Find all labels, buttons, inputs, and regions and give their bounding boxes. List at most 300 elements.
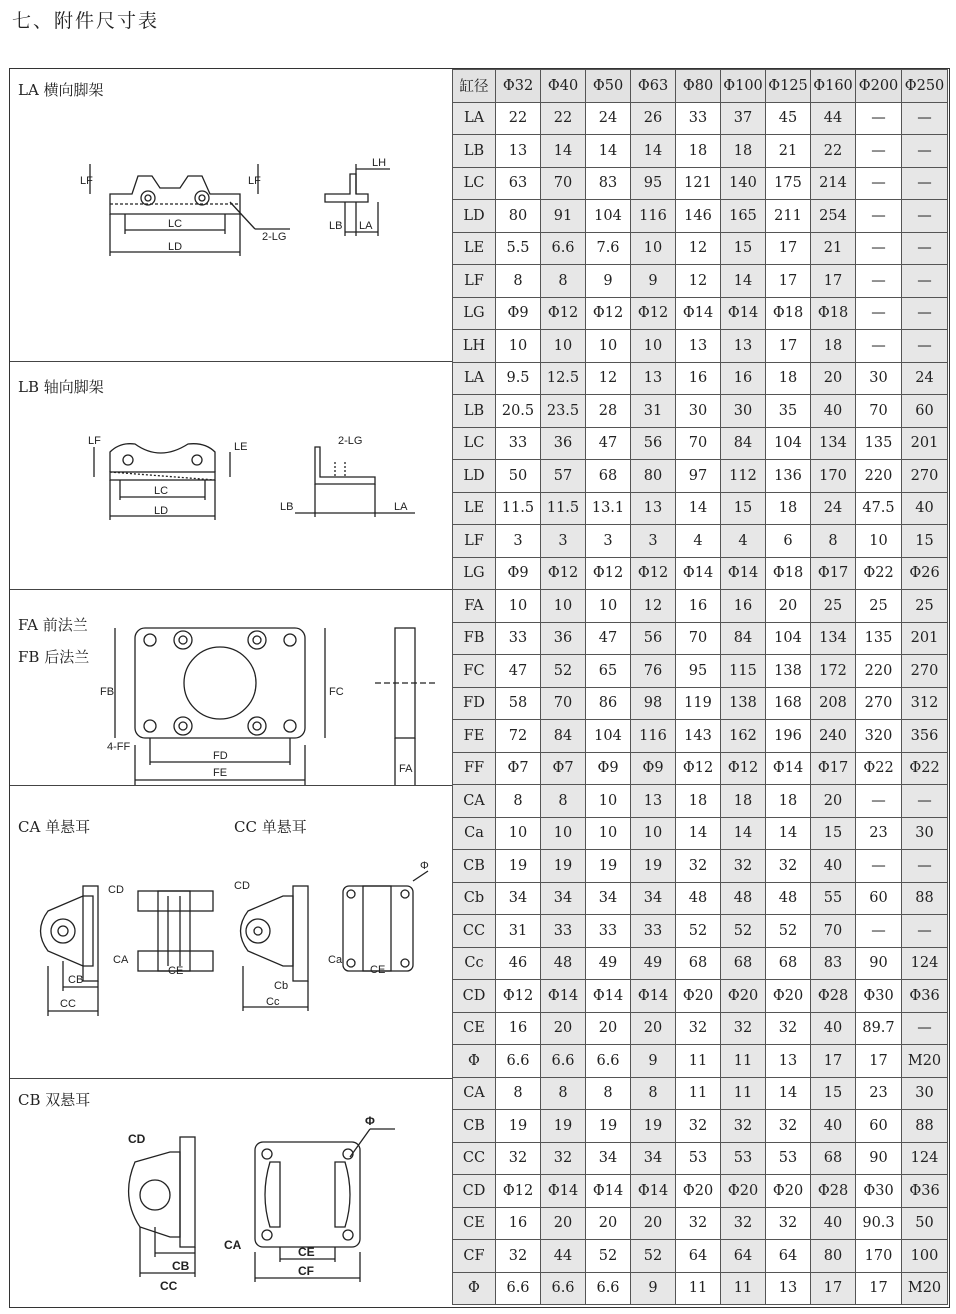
dim-label: Cb (274, 980, 289, 992)
section-lb-foot (10, 362, 452, 590)
value-cell: 88 (902, 882, 948, 915)
value-cell: 19 (586, 1110, 631, 1143)
value-cell: 84 (541, 720, 586, 753)
value-cell: 32 (676, 1012, 721, 1045)
value-cell: Φ12 (541, 557, 586, 590)
value-cell: 48 (721, 882, 766, 915)
value-cell: 37 (721, 102, 766, 135)
value-cell: 18 (766, 492, 811, 525)
value-cell: 13.1 (586, 492, 631, 525)
value-cell: 4 (721, 525, 766, 558)
value-cell: 10 (586, 330, 631, 363)
value-cell: 88 (902, 1110, 948, 1143)
value-cell: 20 (586, 1012, 631, 1045)
value-cell: Φ18 (811, 297, 856, 330)
dimension-table (452, 69, 948, 1305)
value-cell: 170 (856, 1240, 902, 1273)
value-cell: — (902, 102, 948, 135)
value-cell: 6.6 (541, 232, 586, 265)
value-cell: 22 (541, 102, 586, 135)
value-cell: Φ14 (541, 980, 586, 1013)
value-cell: 68 (676, 947, 721, 980)
table-row (453, 427, 948, 460)
dim-label: Ca (328, 954, 343, 966)
bore-size-cell: Φ250 (902, 70, 948, 103)
value-cell: 56 (631, 622, 676, 655)
value-cell: 20 (631, 1207, 676, 1240)
table-row (453, 167, 948, 200)
value-cell: 15 (721, 492, 766, 525)
value-cell: 3 (631, 525, 676, 558)
value-cell: 33 (541, 915, 586, 948)
value-cell: 13 (631, 362, 676, 395)
double-clevis-diagram (110, 1114, 440, 1297)
table-row (453, 330, 948, 363)
dim-label: LA (359, 220, 373, 232)
value-cell: 44 (811, 102, 856, 135)
value-cell: Φ36 (902, 980, 948, 1013)
value-cell: 32 (766, 1012, 811, 1045)
value-cell: 8 (541, 265, 586, 298)
value-cell: 19 (496, 850, 541, 883)
value-cell: 36 (541, 622, 586, 655)
section-la-foot (10, 69, 452, 362)
table-row (453, 1240, 948, 1273)
value-cell: 312 (902, 687, 948, 720)
table-row (453, 752, 948, 785)
value-cell: — (902, 200, 948, 233)
table-row (453, 1207, 948, 1240)
value-cell: 35 (766, 395, 811, 428)
value-cell: 9 (586, 265, 631, 298)
bore-size-cell: Φ160 (811, 70, 856, 103)
table-row (453, 655, 948, 688)
value-cell: 53 (676, 1142, 721, 1175)
value-cell: 10 (541, 330, 586, 363)
value-cell: 6.6 (496, 1272, 541, 1305)
value-cell: 90 (856, 1142, 902, 1175)
value-cell: 20 (586, 1207, 631, 1240)
dimension-table-frame (9, 68, 950, 1308)
table-header-row (453, 70, 948, 103)
value-cell: 17 (766, 265, 811, 298)
value-cell: 356 (902, 720, 948, 753)
value-cell: 52 (676, 915, 721, 948)
value-cell: 134 (811, 427, 856, 460)
value-cell: 10 (496, 330, 541, 363)
value-cell: 104 (586, 720, 631, 753)
value-cell: 10 (856, 525, 902, 558)
value-cell: 12 (631, 590, 676, 623)
value-cell: 16 (721, 590, 766, 623)
value-cell: 8 (541, 1077, 586, 1110)
value-cell: 70 (541, 687, 586, 720)
value-cell: 32 (721, 1207, 766, 1240)
value-cell: Φ18 (766, 557, 811, 590)
value-cell: 58 (496, 687, 541, 720)
value-cell: 8 (631, 1077, 676, 1110)
value-cell: Φ22 (856, 752, 902, 785)
value-cell: 70 (676, 427, 721, 460)
value-cell: 83 (811, 947, 856, 980)
value-cell: 40 (811, 850, 856, 883)
value-cell: 44 (541, 1240, 586, 1273)
value-cell: Φ28 (811, 1175, 856, 1208)
value-cell: 208 (811, 687, 856, 720)
value-cell: 83 (586, 167, 631, 200)
value-cell: 104 (766, 622, 811, 655)
param-cell: LA (453, 102, 496, 135)
param-cell: LC (453, 427, 496, 460)
value-cell: 95 (676, 655, 721, 688)
value-cell: 48 (676, 882, 721, 915)
bore-size-cell: Φ125 (766, 70, 811, 103)
value-cell: 47 (496, 655, 541, 688)
value-cell: 95 (631, 167, 676, 200)
value-cell: 15 (811, 817, 856, 850)
value-cell: 55 (811, 882, 856, 915)
param-cell: LF (453, 265, 496, 298)
value-cell: 32 (496, 1240, 541, 1273)
value-cell: 6 (766, 525, 811, 558)
value-cell: 140 (721, 167, 766, 200)
value-cell: 63 (496, 167, 541, 200)
dim-label: CD (234, 880, 250, 892)
value-cell: 23 (856, 1077, 902, 1110)
value-cell: Φ26 (902, 557, 948, 590)
value-cell: 6.6 (541, 1272, 586, 1305)
value-cell: 11 (721, 1272, 766, 1305)
table-row (453, 297, 948, 330)
value-cell: 50 (496, 460, 541, 493)
value-cell: Φ36 (902, 1175, 948, 1208)
value-cell: 220 (856, 460, 902, 493)
section-label: CB 双悬耳 (18, 1091, 91, 1109)
header-label-cell: 缸径 (453, 70, 496, 103)
value-cell: 20.5 (496, 395, 541, 428)
value-cell: 89.7 (856, 1012, 902, 1045)
bore-size-cell: Φ80 (676, 70, 721, 103)
value-cell: — (856, 265, 902, 298)
value-cell: 124 (902, 1142, 948, 1175)
value-cell: 214 (811, 167, 856, 200)
value-cell: Φ20 (721, 1175, 766, 1208)
value-cell: 119 (676, 687, 721, 720)
table-row (453, 492, 948, 525)
dim-label: CA (113, 954, 129, 966)
value-cell: 28 (586, 395, 631, 428)
table-row (453, 817, 948, 850)
dim-label: LF (88, 435, 101, 447)
value-cell: 21 (811, 232, 856, 265)
table-row (453, 947, 948, 980)
value-cell: 165 (721, 200, 766, 233)
value-cell: — (902, 167, 948, 200)
value-cell: Φ20 (766, 980, 811, 1013)
value-cell: 34 (631, 882, 676, 915)
table-row (453, 232, 948, 265)
section-fa-flange (10, 590, 452, 786)
dim-label: FA (399, 763, 413, 775)
value-cell: 52 (766, 915, 811, 948)
bore-size-cell: Φ63 (631, 70, 676, 103)
value-cell: 22 (811, 135, 856, 168)
value-cell: 60 (856, 1110, 902, 1143)
param-cell: CA (453, 785, 496, 818)
value-cell: 20 (811, 362, 856, 395)
value-cell: 17 (766, 330, 811, 363)
value-cell: 162 (721, 720, 766, 753)
param-cell: CC (453, 915, 496, 948)
dim-label: LF (80, 175, 93, 187)
table-row (453, 590, 948, 623)
value-cell: 124 (902, 947, 948, 980)
value-cell: 138 (721, 687, 766, 720)
param-cell: LC (453, 167, 496, 200)
table-row (453, 525, 948, 558)
value-cell: Φ12 (631, 557, 676, 590)
value-cell: 16 (496, 1207, 541, 1240)
value-cell: 10 (631, 232, 676, 265)
bore-size-cell: Φ40 (541, 70, 586, 103)
dim-label: LD (154, 505, 169, 517)
value-cell: 135 (856, 427, 902, 460)
value-cell: 19 (541, 1110, 586, 1143)
value-cell: Φ14 (631, 980, 676, 1013)
value-cell: 56 (631, 427, 676, 460)
table-row (453, 1272, 948, 1305)
value-cell: 52 (541, 655, 586, 688)
value-cell: Φ22 (856, 557, 902, 590)
param-cell: Cc (453, 947, 496, 980)
value-cell: — (902, 135, 948, 168)
value-cell: 64 (766, 1240, 811, 1273)
section-ca-cc-clevis (10, 786, 452, 1079)
value-cell: 30 (902, 817, 948, 850)
value-cell: 70 (856, 395, 902, 428)
value-cell: 112 (721, 460, 766, 493)
param-cell: LF (453, 525, 496, 558)
value-cell: 11 (721, 1045, 766, 1078)
value-cell: 34 (586, 1142, 631, 1175)
value-cell: 65 (586, 655, 631, 688)
value-cell: 19 (586, 850, 631, 883)
value-cell: 98 (631, 687, 676, 720)
value-cell: 16 (676, 590, 721, 623)
value-cell: 270 (902, 655, 948, 688)
table-row (453, 622, 948, 655)
value-cell: Φ18 (766, 297, 811, 330)
value-cell: Φ20 (766, 1175, 811, 1208)
value-cell: 19 (631, 850, 676, 883)
value-cell: 11 (676, 1045, 721, 1078)
value-cell: 19 (496, 1110, 541, 1143)
value-cell: 18 (766, 362, 811, 395)
value-cell: 32 (766, 850, 811, 883)
dim-label: 4-FF (107, 741, 131, 753)
value-cell: 40 (811, 1012, 856, 1045)
param-cell: CE (453, 1207, 496, 1240)
dim-label: CB (172, 1259, 190, 1273)
param-cell: LB (453, 135, 496, 168)
param-cell: CA (453, 1077, 496, 1110)
table-row (453, 1110, 948, 1143)
value-cell: 13 (721, 330, 766, 363)
value-cell: 14 (676, 817, 721, 850)
value-cell: 254 (811, 200, 856, 233)
value-cell: 16 (496, 1012, 541, 1045)
value-cell: 33 (496, 622, 541, 655)
value-cell: 60 (902, 395, 948, 428)
value-cell: 91 (541, 200, 586, 233)
value-cell: 6.6 (541, 1045, 586, 1078)
value-cell: 16 (676, 362, 721, 395)
value-cell: 34 (496, 882, 541, 915)
value-cell: 48 (541, 947, 586, 980)
value-cell: Φ20 (721, 980, 766, 1013)
value-cell: 68 (586, 460, 631, 493)
value-cell: 31 (631, 395, 676, 428)
value-cell: 18 (676, 135, 721, 168)
value-cell: 9 (631, 1272, 676, 1305)
value-cell: 14 (766, 1077, 811, 1110)
value-cell: 3 (586, 525, 631, 558)
dim-label: LB (280, 501, 294, 513)
param-cell: Ca (453, 817, 496, 850)
flange-diagram (95, 600, 435, 780)
value-cell: 20 (811, 785, 856, 818)
value-cell: 14 (766, 817, 811, 850)
table-row (453, 362, 948, 395)
value-cell: 6.6 (496, 1045, 541, 1078)
dim-label: LE (234, 441, 248, 453)
value-cell: 14 (586, 135, 631, 168)
value-cell: 134 (811, 622, 856, 655)
value-cell: 104 (766, 427, 811, 460)
bore-size-cell: Φ32 (496, 70, 541, 103)
value-cell: 6.6 (586, 1045, 631, 1078)
value-cell: 47 (586, 622, 631, 655)
section-label: LB 轴向脚架 (18, 378, 104, 396)
value-cell: — (902, 915, 948, 948)
value-cell: 32 (496, 1142, 541, 1175)
value-cell: 14 (721, 265, 766, 298)
table-row (453, 557, 948, 590)
value-cell: 11.5 (496, 492, 541, 525)
section-label: CC 单悬耳 (234, 818, 307, 836)
param-cell: Cb (453, 882, 496, 915)
param-cell: CB (453, 1110, 496, 1143)
value-cell: 12 (676, 232, 721, 265)
value-cell: 25 (811, 590, 856, 623)
table-row (453, 720, 948, 753)
table-row (453, 687, 948, 720)
value-cell: 68 (721, 947, 766, 980)
param-cell: LE (453, 492, 496, 525)
table-row (453, 135, 948, 168)
value-cell: 53 (721, 1142, 766, 1175)
value-cell: 17 (811, 1272, 856, 1305)
table-row (453, 460, 948, 493)
value-cell: Φ17 (811, 752, 856, 785)
param-cell: FB (453, 622, 496, 655)
value-cell: — (856, 102, 902, 135)
value-cell: 15 (811, 1077, 856, 1110)
dim-label: Φ (420, 860, 429, 872)
value-cell: 13 (676, 330, 721, 363)
value-cell: 32 (766, 1110, 811, 1143)
value-cell: 49 (586, 947, 631, 980)
table-row (453, 850, 948, 883)
value-cell: 47 (586, 427, 631, 460)
value-cell: Φ12 (586, 297, 631, 330)
value-cell: Φ14 (676, 557, 721, 590)
value-cell: 240 (811, 720, 856, 753)
table-row (453, 200, 948, 233)
value-cell: 84 (721, 427, 766, 460)
value-cell: M20 (902, 1045, 948, 1078)
value-cell: — (856, 297, 902, 330)
value-cell: 10 (631, 330, 676, 363)
value-cell: 15 (721, 232, 766, 265)
dim-label: CE (298, 1245, 315, 1259)
value-cell: 80 (811, 1240, 856, 1273)
table-row (453, 785, 948, 818)
table-row (453, 265, 948, 298)
value-cell: 9.5 (496, 362, 541, 395)
value-cell: 34 (586, 882, 631, 915)
value-cell: 40 (811, 395, 856, 428)
value-cell: 13 (766, 1045, 811, 1078)
value-cell: 64 (721, 1240, 766, 1273)
param-cell: FC (453, 655, 496, 688)
value-cell: 8 (496, 1077, 541, 1110)
diagram-column (10, 69, 452, 1307)
value-cell: Φ12 (496, 980, 541, 1013)
value-cell: 12 (676, 265, 721, 298)
value-cell: 7.6 (586, 232, 631, 265)
lb-foot-diagram (80, 432, 420, 562)
value-cell: 4 (676, 525, 721, 558)
value-cell: 50 (902, 1207, 948, 1240)
value-cell: — (856, 167, 902, 200)
dim-label: LH (372, 157, 387, 169)
dim-label: LF (248, 175, 261, 187)
value-cell: 121 (676, 167, 721, 200)
dim-label: Cc (266, 996, 280, 1008)
value-cell: Φ22 (902, 752, 948, 785)
value-cell: 33 (496, 427, 541, 460)
value-cell: Φ12 (496, 1175, 541, 1208)
value-cell: — (856, 200, 902, 233)
value-cell: 32 (766, 1207, 811, 1240)
value-cell: 31 (496, 915, 541, 948)
value-cell: Φ17 (811, 557, 856, 590)
value-cell: 32 (676, 1207, 721, 1240)
value-cell: 146 (676, 200, 721, 233)
value-cell: 10 (586, 817, 631, 850)
value-cell: 18 (811, 330, 856, 363)
value-cell: 12 (586, 362, 631, 395)
section-label: LA 横向脚架 (18, 81, 104, 99)
value-cell: 172 (811, 655, 856, 688)
value-cell: 17 (856, 1045, 902, 1078)
param-cell: CC (453, 1142, 496, 1175)
table-row (453, 1175, 948, 1208)
value-cell: 40 (902, 492, 948, 525)
dim-label: CF (298, 1264, 314, 1278)
value-cell: 14 (721, 817, 766, 850)
